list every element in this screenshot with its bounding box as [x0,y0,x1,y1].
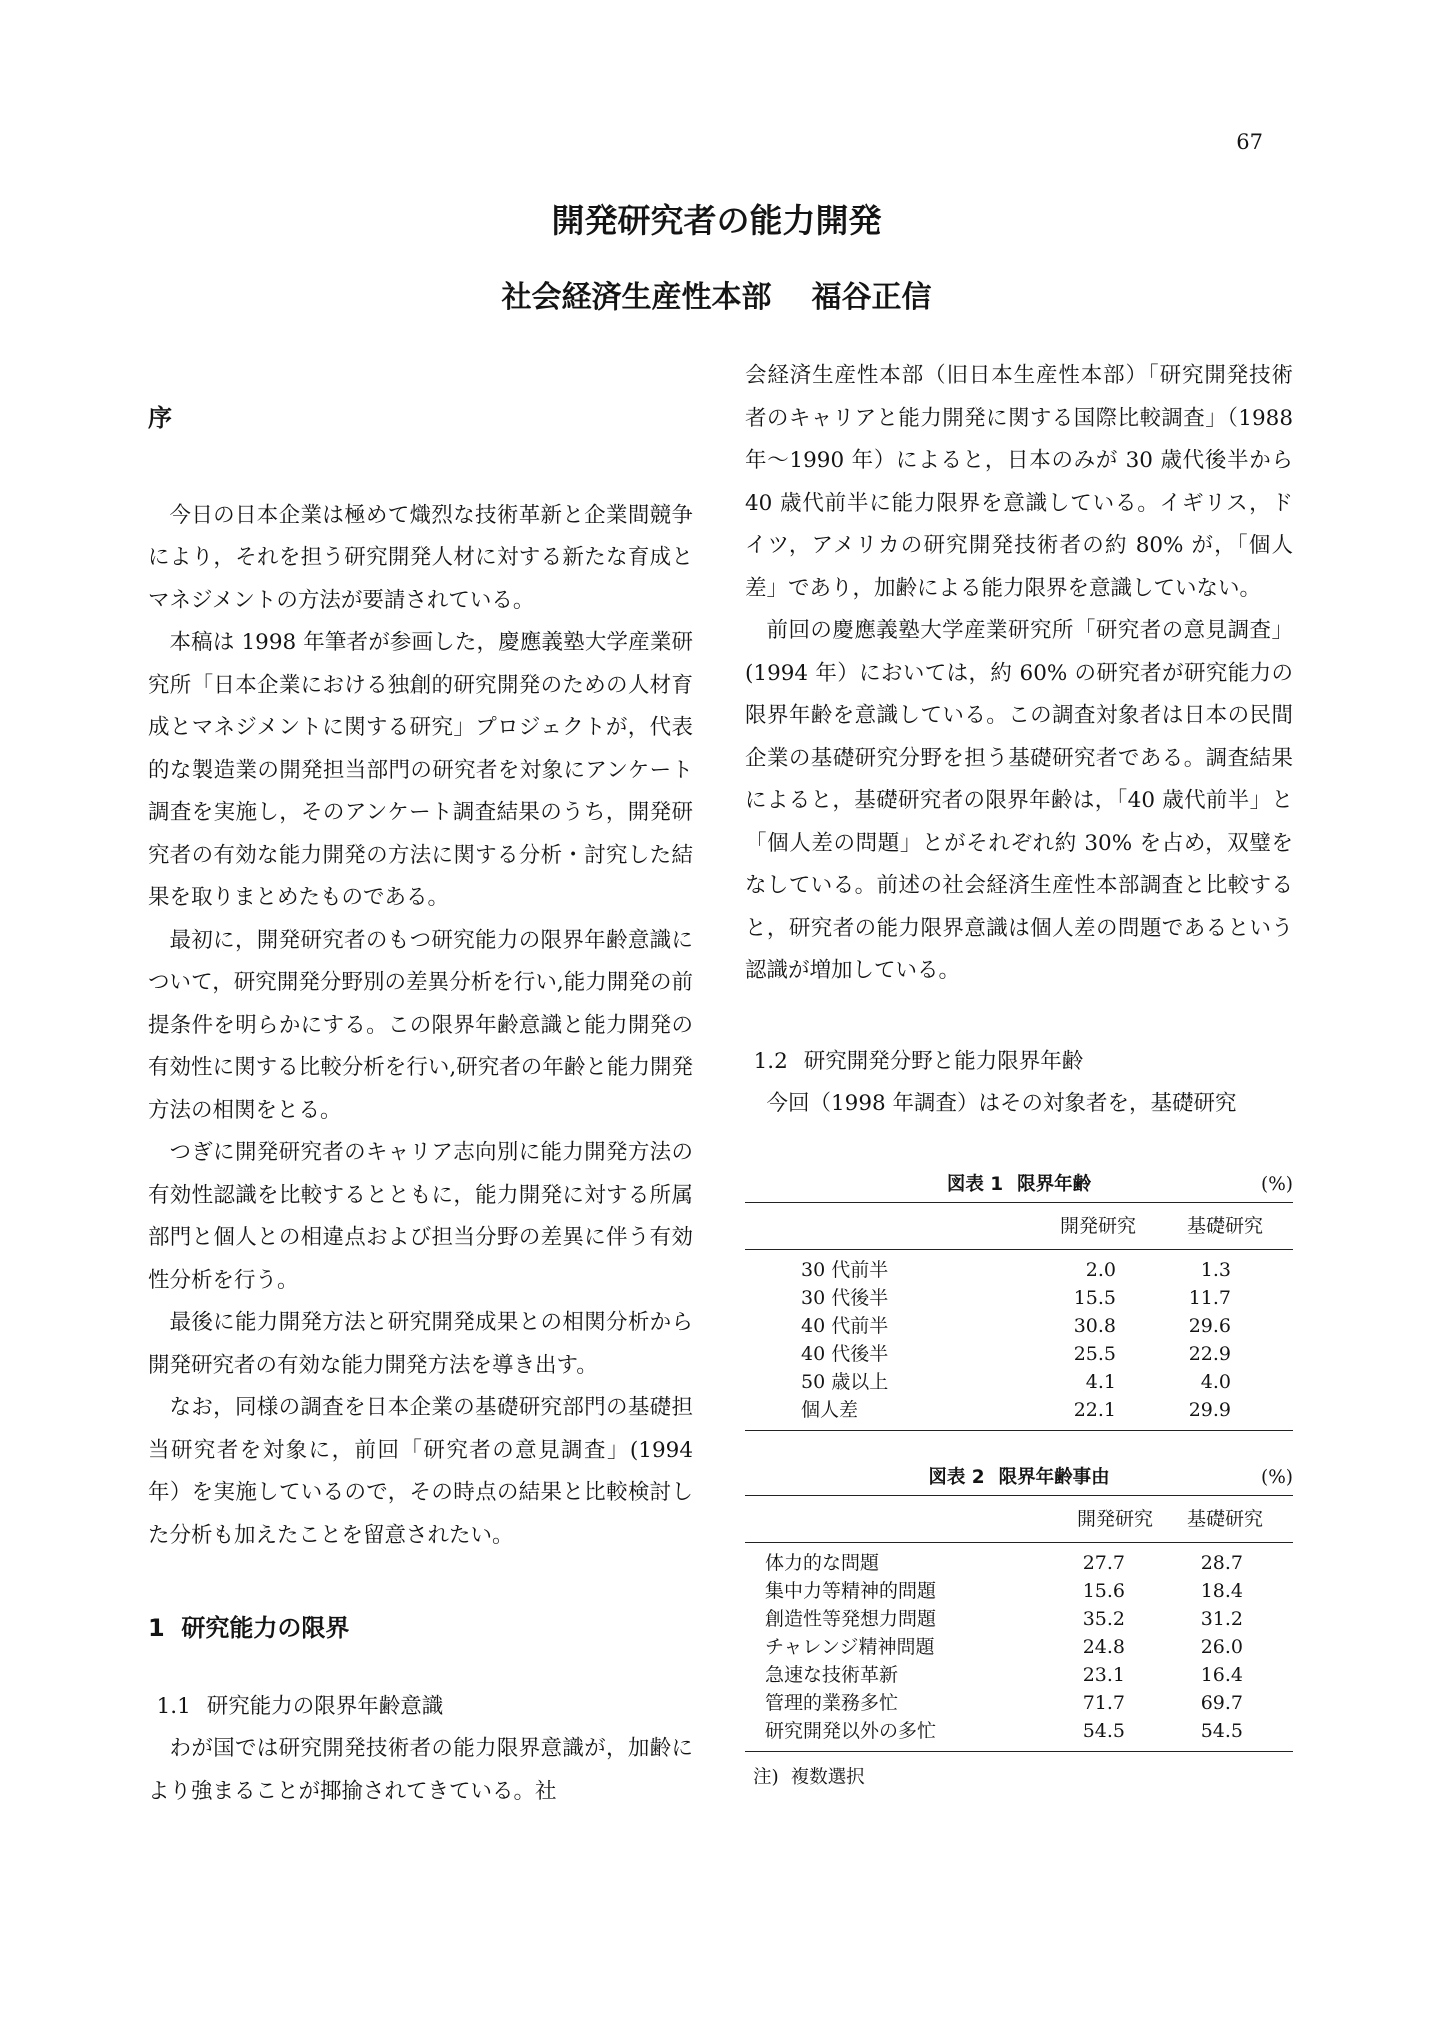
table-row [745,1284,1293,1312]
row-label: 体力的な問題 [765,1551,880,1574]
cell-dev: 22.1 [1073,1398,1116,1421]
subsection-title: 研究開発分野と能力限界年齢 [803,1048,1084,1074]
right-column [745,355,1293,1792]
table-unit: (%) [1260,1466,1293,1488]
cell-basic: 29.9 [1188,1398,1231,1421]
author-affiliation: 社会経済生産性本部 [501,280,772,315]
body-paragraph: 前回の慶應義塾大学産業研究所「研究者の意見調査」(1994 年）においては，約 60% の研究者が研究能力の限界年齢を意識している。この調査対象者は日本の民間企業の基礎研究分野を担う基礎研究者である。調査結果によると，基礎研究者の限界年齢は，「40 歳代前半」と「個人差の問題」とがそれぞれ約 30% を占め，双璧をなしている。前述の社会経済生産性本部調査と比較すると，研究者の能力限界意識は個人差の問題であるという認識が増加している。 [745,618,1293,983]
subsection-title: 研究能力の限界年齢意識 [206,1693,444,1719]
row-label: 40 代後半 [801,1342,889,1365]
header-dev: 開発研究 [1059,1214,1136,1237]
cell-basic: 31.2 [1200,1607,1243,1630]
table-row [745,1340,1293,1368]
body-paragraph: 会経済生産性本部（旧日本生産性本部）「研究開発技術者のキャリアと能力開発に関する国際比較調査」（1988 年～1990 年）によると，日本のみが 30 歳代後半から 40 歳代前半に能力限界を意識している。イギリス，ドイツ，アメリカの研究開発技術者の約 80% が，「個人差」であり，加齢による能力限界を意識していない。 [745,363,1293,601]
note-mark: 注) [753,1766,779,1788]
author-name: 福谷正信 [811,280,932,315]
table-note [745,1764,1293,1792]
cell-basic: 69.7 [1200,1691,1243,1714]
cell-basic: 1.3 [1200,1258,1231,1281]
body-paragraph: 今日の日本企業は極めて熾烈な技術革新と企業間競争により，それを担う研究開発人材に対する新たな育成とマネジメントの方法が要請されている。 [148,502,693,613]
table-row [745,1633,1293,1661]
row-label: 30 代前半 [801,1258,889,1281]
cell-basic: 26.0 [1200,1635,1243,1658]
table-row [745,1577,1293,1605]
subsection-number: 1.2 [753,1048,788,1074]
body-paragraph: 本稿は 1998 年筆者が参画した，慶應義塾大学産業研究所「日本企業における独創的研究開発のための人材育成とマネジメントに関する研究」プロジェクトが，代表的な製造業の開発担当部門の研究者を対象にアンケート調査を実施し，そのアンケート調査結果のうち，開発研究者の有効な能力開発の方法に関する分析・討究した結果を取りまとめたものである。 [148,630,693,910]
row-label: 急速な技術革新 [765,1663,899,1686]
table-row [745,1396,1293,1431]
table-row [745,1312,1293,1340]
cell-dev: 23.1 [1082,1663,1125,1686]
section-heading-1 [148,1607,693,1650]
cell-dev: 25.5 [1073,1342,1116,1365]
table-1 [745,1168,1293,1431]
cell-dev: 15.6 [1082,1579,1125,1602]
cell-dev: 15.5 [1073,1286,1116,1309]
table-caption-number: 図表 2 [928,1466,985,1488]
cell-basic: 18.4 [1200,1579,1243,1602]
header-dev: 開発研究 [1076,1507,1153,1530]
table-caption-number: 図表 1 [946,1173,1004,1195]
cell-basic: 28.7 [1200,1551,1243,1574]
body-paragraph: つぎに開発研究者のキャリア志向別に能力開発方法の有効性認識を比較するとともに，能力開発に対する所属部門と個人との相違点および担当分野の差異に伴う有効性分析を行う。 [148,1140,693,1293]
row-label: 集中力等精神的問題 [765,1579,937,1602]
author-line [0,272,1433,316]
table-row [745,1605,1293,1633]
cell-dev: 27.7 [1082,1551,1125,1574]
row-label: 研究開発以外の多忙 [765,1719,937,1742]
body-paragraph: 今回（1998 年調査）はその対象者を，基礎研究 [766,1091,1237,1116]
row-label: 30 代後半 [801,1286,889,1309]
header-blank [745,1202,976,1249]
table-row [745,1717,1293,1752]
cell-dev: 35.2 [1082,1607,1125,1630]
body-paragraph: わが国では研究開発技術者の能力限界意識が，加齢により強まることが揶揄されてきている。社 [148,1736,693,1804]
cell-basic: 29.6 [1188,1314,1231,1337]
header-basic: 基礎研究 [1186,1214,1263,1237]
header-basic: 基礎研究 [1186,1507,1263,1530]
table-2 [745,1461,1293,1792]
table-row [745,1249,1293,1284]
table-header-row [745,1495,1293,1542]
cell-dev: 24.8 [1082,1635,1125,1658]
table-header-row [745,1202,1293,1249]
table-row [745,1542,1293,1577]
body-paragraph: 最後に能力開発方法と研究開発成果との相関分析から開発研究者の有効な能力開発方法を導き出す。 [148,1310,693,1378]
cell-dev: 71.7 [1082,1691,1125,1714]
note-text: 複数選択 [790,1766,865,1788]
header-blank [745,1495,1005,1542]
body-paragraph: なお，同様の調査を日本企業の基礎研究部門の基礎担当研究者を対象に，前回「研究者の意見調査」(1994 年）を実施しているので，その時点の結果と比較検討した分析も加えたことを留意されたい。 [148,1395,693,1548]
section-heading-preface: 序 [148,404,172,432]
row-label: 40 代前半 [801,1314,889,1337]
row-label: 50 歳以上 [801,1370,889,1393]
cell-basic: 4.0 [1200,1370,1231,1393]
table-row [745,1661,1293,1689]
left-column [148,355,693,1813]
cell-dev: 30.8 [1073,1314,1116,1337]
table-unit: (%) [1260,1173,1293,1195]
table-caption [745,1168,1293,1202]
subsection-number: 1.1 [156,1693,191,1719]
row-label: 個人差 [801,1398,859,1421]
subsection-heading-1-2 [745,1041,1293,1084]
section-number: 1 [148,1614,165,1642]
row-label: 管理的業務多忙 [765,1691,899,1714]
section-title: 研究能力の限界 [181,1614,350,1642]
cell-basic: 22.9 [1188,1342,1231,1365]
cell-basic: 11.7 [1188,1286,1231,1309]
table-caption-title: 限界年齢 [1017,1173,1092,1195]
cell-basic: 54.5 [1200,1719,1243,1742]
table-row [745,1689,1293,1717]
article-title: 開発研究者の能力開発 [551,201,882,240]
cell-dev: 2.0 [1085,1258,1116,1281]
cell-basic: 16.4 [1200,1663,1243,1686]
table-row [745,1368,1293,1396]
cell-dev: 54.5 [1082,1719,1125,1742]
subsection-heading-1-1 [148,1686,693,1729]
page-number: 67 [1236,130,1263,154]
body-paragraph: 最初に，開発研究者のもつ研究能力の限界年齢意識について，研究開発分野別の差異分析を行い,能力開発の前提条件を明らかにする。この限界年齢意識と能力開発の有効性に関する比較分析を行い,研究者の年齢と能力開発方法の相関をとる。 [148,927,693,1123]
row-label: チャレンジ精神問題 [765,1635,935,1658]
table-caption-title: 限界年齢事由 [998,1466,1110,1488]
table-caption [745,1461,1293,1495]
cell-dev: 4.1 [1085,1370,1116,1393]
row-label: 創造性等発想力問題 [765,1607,937,1630]
